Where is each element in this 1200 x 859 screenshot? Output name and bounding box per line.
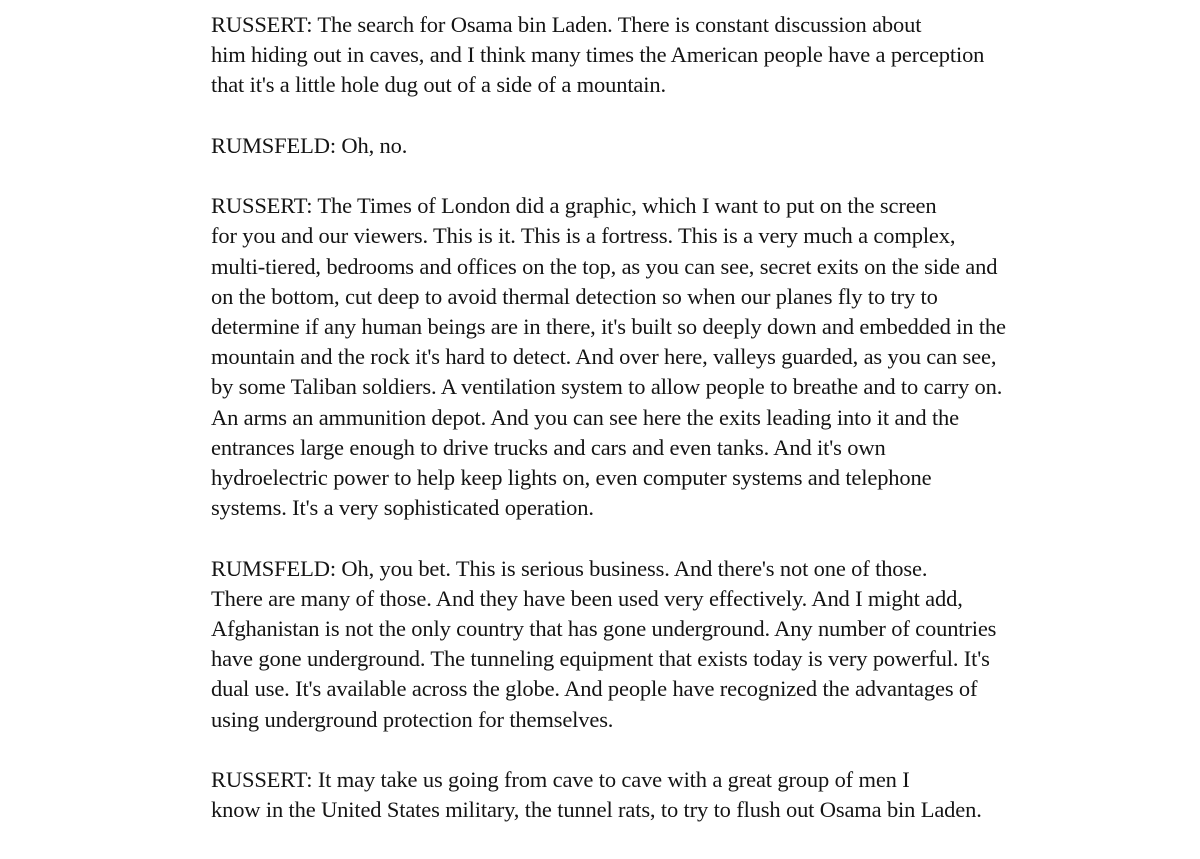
speaker-label: RUSSERT: bbox=[211, 193, 313, 219]
text-line: systems. It's a very sophisticated operation. bbox=[211, 495, 594, 521]
line-text: Oh, you bet. This is serious business. And there's not one of those. bbox=[335, 555, 928, 581]
transcript-paragraph bbox=[132, 554, 1097, 735]
speaker-label: RUSSERT: bbox=[211, 767, 313, 793]
text-line: him hiding out in caves, and I think many times the American people have a perception bbox=[211, 42, 985, 68]
line-text: The Times of London did a graphic, which I want to put on the screen bbox=[312, 193, 937, 219]
text-line: multi-tiered, bedrooms and offices on the top, as you can see, secret exits on the side and bbox=[211, 253, 998, 279]
speaker-label: RUMSFELD: bbox=[211, 555, 336, 581]
text-line: determine if any human beings are in there, it's built so deeply down and embedded in the bbox=[211, 314, 1006, 339]
text-line bbox=[132, 10, 1097, 40]
text-line: by some Taliban soldiers. A ventilation system to allow people to breathe and to carry on. bbox=[211, 374, 1003, 400]
transcript-paragraph bbox=[132, 131, 1097, 161]
line-text: It may take us going from cave to cave with a great group of men I bbox=[312, 767, 910, 793]
line-text: The search for Osama bin Laden. There is constant discussion about bbox=[312, 12, 922, 37]
line-text: Oh, no. bbox=[335, 132, 408, 158]
transcript-page bbox=[132, 10, 1097, 856]
speaker-label: RUSSERT: bbox=[211, 12, 313, 37]
text-line: entrances large enough to drive trucks and cars and even tanks. And it's own bbox=[211, 434, 886, 460]
text-line: dual use. It's available across the globe. And people have recognized the advantages of bbox=[211, 676, 978, 702]
text-line bbox=[132, 554, 1097, 584]
text-line bbox=[132, 191, 1097, 221]
transcript-paragraph bbox=[132, 765, 1097, 825]
text-line: An arms an ammunition depot. And you can see here the exits leading into it and the bbox=[211, 404, 959, 430]
text-line bbox=[132, 765, 1097, 795]
transcript-paragraph bbox=[132, 191, 1097, 523]
text-line: have gone underground. The tunneling equipment that exists today is very powerful. It's bbox=[211, 646, 990, 672]
text-line: for you and our viewers. This is it. This is a fortress. This is a very much a complex, bbox=[211, 223, 956, 249]
text-line: using underground protection for themselves. bbox=[211, 706, 614, 732]
text-line: There are many of those. And they have been used very effectively. And I might add, bbox=[211, 585, 963, 611]
speaker-label: RUMSFELD: bbox=[211, 132, 336, 158]
transcript-paragraph bbox=[132, 10, 1097, 101]
text-line: mountain and the rock it's hard to detect. And over here, valleys guarded, as you can see, bbox=[211, 344, 997, 370]
text-line: on the bottom, cut deep to avoid thermal detection so when our planes fly to try to bbox=[211, 283, 938, 309]
text-line: Afghanistan is not the only country that has gone underground. Any number of countries bbox=[211, 616, 997, 642]
text-line: know in the United States military, the tunnel rats, to try to flush out Osama bin Laden. bbox=[211, 797, 982, 823]
text-line: that it's a little hole dug out of a side of a mountain. bbox=[211, 72, 666, 98]
text-line bbox=[132, 131, 1097, 161]
text-line: hydroelectric power to help keep lights on, even computer systems and telephone bbox=[211, 465, 932, 491]
